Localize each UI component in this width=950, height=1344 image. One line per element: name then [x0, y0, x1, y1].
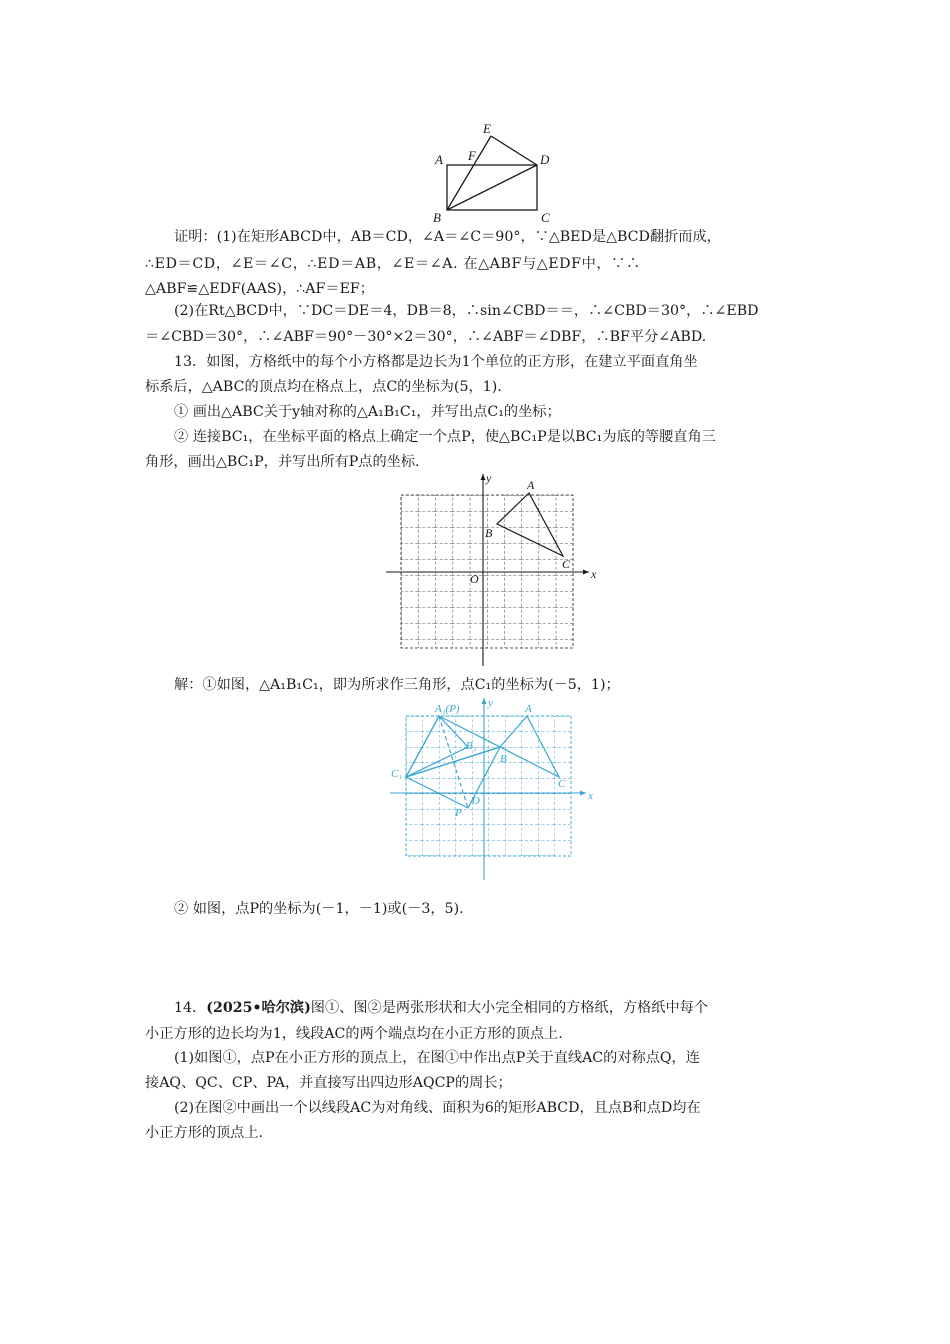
label-c: C: [541, 210, 550, 224]
c1-label: C₁: [391, 768, 403, 780]
proof-line-4: (2)在Rt△BCD中，∵DC＝DE＝4，DB＝8，∴sin∠CBD＝＝，∴∠CBD＝30°，∴∠EBD: [174, 303, 759, 319]
label-a: A: [435, 152, 443, 167]
q13-stem-line-1: 13．如图，方格纸中的每个小方格都是边长为1个单位的正方形，在建立平面直角坐: [174, 354, 698, 370]
q13-stem-line-2: 标系后，△ABC的顶点均在格点上，点C的坐标为(5，1).: [145, 379, 502, 395]
q13-part1: ① 画出△ABC关于y轴对称的△A₁B₁C₁，并写出点C₁的坐标；: [174, 404, 561, 420]
q14-stem-line-2: 小正方形的边长均为1，线段AC的两个端点均在小正方形的顶点上.: [145, 1026, 563, 1042]
q13-solution-2: ② 如图，点P的坐标为(－1，－1)或(－3，5).: [174, 901, 464, 917]
answer-grid-area: [406, 716, 571, 856]
label-e: E: [483, 121, 491, 136]
q14-part1-line-1: (1)如图①，点P在小正方形的顶点上，在图①中作出点P关于直线AC的对称点Q，连: [174, 1050, 700, 1066]
proof-line-5: ＝∠CBD＝30°，∴∠ABF＝90°－30°×2＝30°，∴∠ABF＝∠DBF，∴BF平分∠ABD.: [145, 329, 707, 345]
answer-a-label: A: [525, 703, 532, 715]
vertex-a-label: A: [527, 478, 535, 492]
proof-line-1: 证明：(1)在矩形ABCD中，AB＝CD，∠A＝∠C＝90°，∵△BED是△BCD翻折而成，: [174, 229, 721, 245]
a1p-label: A₁(P): [435, 703, 460, 715]
answer-y-label: y: [488, 697, 493, 709]
answer-c-label: C: [558, 778, 566, 790]
answer-x-label: x: [588, 790, 593, 802]
p-label: P: [455, 807, 462, 819]
vertex-b-label: B: [485, 526, 493, 540]
rectangle-fold-figure: [425, 118, 565, 224]
q13-solution-1: 解：①如图，△A₁B₁C₁，即为所求作三角形，点C₁的坐标为(－5，1)；: [174, 677, 620, 693]
label-d: D: [540, 152, 550, 167]
y-label: y: [486, 471, 492, 485]
q14-part1-line-2: 接AQ、QC、CP、PA，并直接写出四边形AQCP的周长；: [145, 1075, 512, 1091]
q14-stem-text: 图①、图②是两张形状和大小完全相同的方格纸，方格纸中每个: [310, 1000, 709, 1016]
label-b: B: [433, 210, 441, 224]
q13-part2-line-1: ② 连接BC₁，在坐标平面的格点上确定一个点P，使△BC₁P是以BC₁为底的等腰直角三: [174, 429, 716, 445]
q14-part2-line-2: 小正方形的顶点上.: [145, 1125, 264, 1141]
x-label: x: [591, 567, 597, 581]
answer-b-label: B: [500, 753, 507, 765]
proof-line-3: △ABF≌△EDF(AAS)，∴AF＝EF；: [145, 281, 374, 297]
q14-number: 14．: [174, 1000, 207, 1016]
q14-stem-line-1: [145, 995, 805, 1022]
vertex-c-label: C: [562, 557, 571, 571]
segment-ed: [491, 136, 537, 165]
q13-grid-figure: [384, 470, 604, 670]
answer-origin-label: O: [472, 795, 480, 807]
q14-part2-line-1: (2)在图②中画出一个以线段AC为对角线、面积为6的矩形ABCD，且点B和点D均在: [174, 1100, 701, 1116]
label-f: F: [468, 148, 476, 163]
origin-label: O: [470, 572, 479, 586]
q14-source: (2025•哈尔滨): [206, 1000, 311, 1016]
q13-answer-figure: [362, 692, 602, 887]
proof-line-2: ∴ED＝CD，∠E＝∠C，∴ED＝AB，∠E＝∠A. 在△ABF与△EDF中，∵∴: [145, 256, 641, 272]
q13-part2-line-2: 角形，画出△BC₁P，并写出所有P点的坐标.: [145, 454, 420, 470]
b1-label: B₁: [466, 740, 477, 752]
